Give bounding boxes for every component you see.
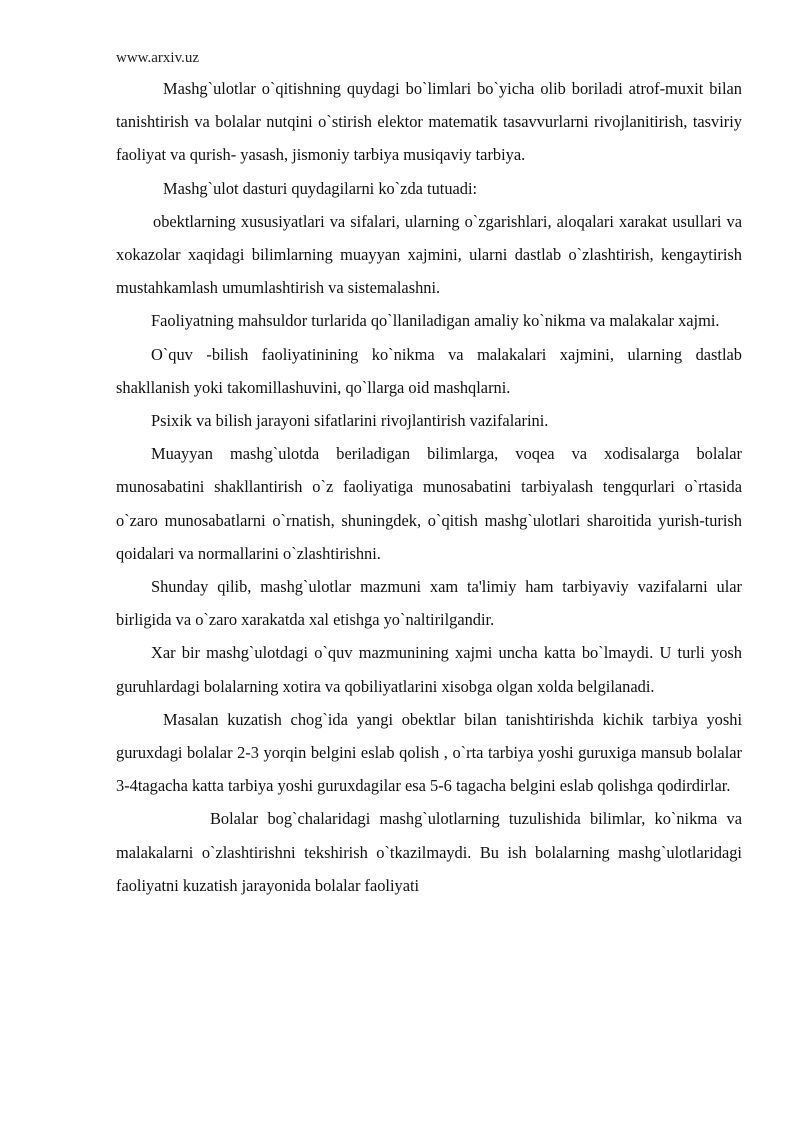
document-body [116,72,742,902]
paragraph: Psixik va bilish jarayoni sifatlarini rivojlantirish vazifalarini. [151,411,549,431]
paragraph: Shunday qilib, mashg`ulotlar mazmuni xam ta'limiy ham tarbiyaviy vazifalarni ular birligida va o`zaro xarakatda xal etishga yo`naltirilgandir. [116,577,742,630]
paragraph: Muayyan mashg`ulotda beriladigan bilimlarga, voqea va xodisalarga bolalar munosabatini shakllantirish o`z faoliyatiga munosabatini tarbiyalash tengqurlari o`rtasida o`zaro munosabatlarni o`rnatish, shuningdek, o`qitish mashg`ulotlari sharoitida yurish-turish qoidalari va normallarini o`zlashtirishni. [116,444,742,563]
site-url: www.arxiv.uz [116,50,200,66]
paragraph: obektlarning xususiyatlari va sifalari, ularning o`zgarishlari, aloqalari xarakat usullari va xokazolar xaqidagi bilimlarning muayyan xajmini, ularni dastlab o`zlashtirish, kengaytirish mustahkamlash umumlashtirish va sistemalashni. [116,211,742,298]
paragraph: Mashg`ulotlar o`qitishning quydagi bo`limlari bo`yicha olib boriladi atrof-muxit bilan tanishtirish va bolalar nutqini o`stirish elektor matematik tasavvurlarni rivojlanitirish, tasviriy faoliyat va qurish- yasash, jismoniy tarbiya musiqaviy tarbiya. [116,79,742,165]
paragraph: Xar bir mashg`ulotdagi o`quv mazmunining xajmi uncha katta bo`lmaydi. U turli yosh guruhlardagi bolalarning xotira va qobiliyatlarini xisobga olgan xolda belgilanadi. [116,643,742,696]
paragraph: Masalan kuzatish chog`ida yangi obektlar bilan tanishtirishda kichik tarbiya yoshi guruxdagi bolalar 2-3 yorqin belgini eslab qolish , o`rta tarbiya yoshi guruxiga mansub bolalar 3-4tagacha katta tarbiya yoshi guruxdagilar esa 5-6 tagacha belgini eslab qolishga qodirdirlar. [116,709,742,796]
paragraph: Bolalar bog`chalaridagi mashg`ulotlarning tuzulishida bilimlar, ko`nikma va malakalarni o`zlashtirishni tekshirish o`tkazilmaydi. Bu ish bolalarning mashg`ulotlaridagi faoliyatni kuzatish jarayonida bolalar faoliyati [116,809,742,895]
paragraph: Mashg`ulot dasturi quydagilarni ko`zda tutuadi: [163,178,478,198]
paragraph: O`quv -bilish faoliyatinining ko`nikma va malakalari xajmini, ularning dastlab shakllanish yoki takomillashuvini, qo`llarga oid mashqlarni. [116,344,742,397]
paragraph: Faoliyatning mahsuldor turlarida qo`llaniladigan amaliy ko`nikma va malakalar xajmi. [151,311,720,331]
